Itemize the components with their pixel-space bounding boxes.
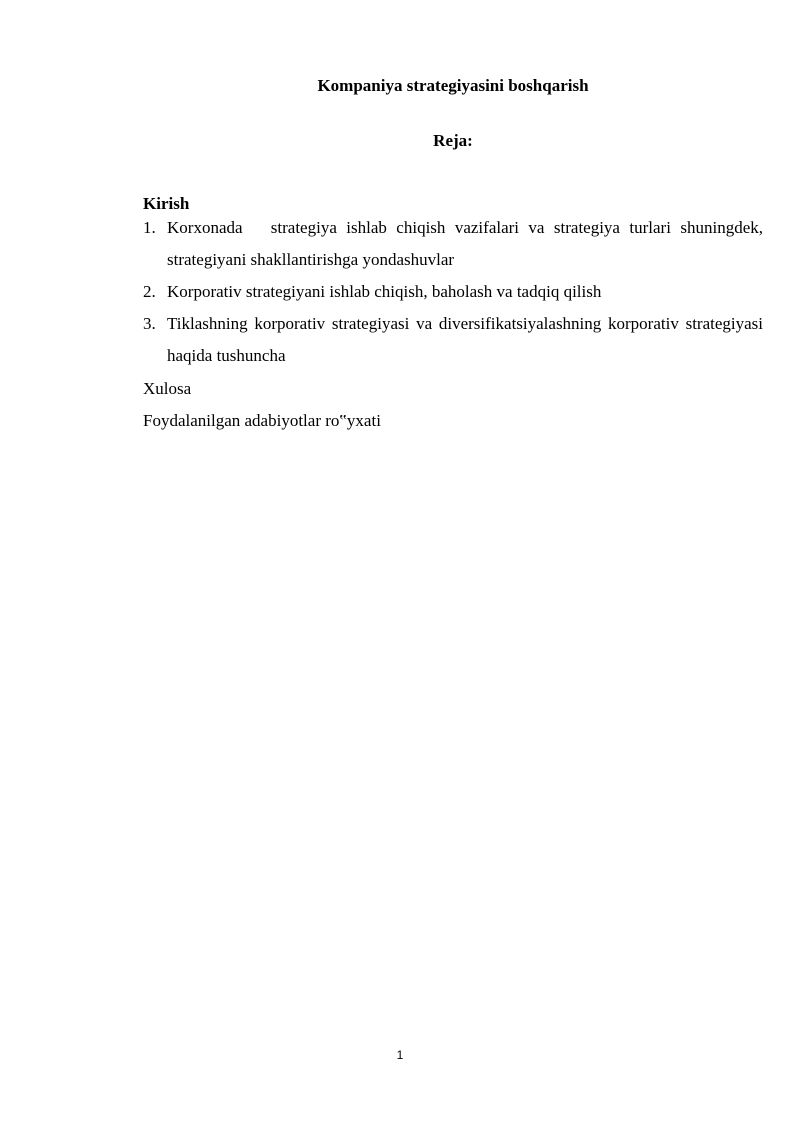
plan-item-3 bbox=[143, 308, 763, 372]
plan-item-number: 3. bbox=[143, 314, 156, 333]
plan-item-number: 2. bbox=[143, 282, 156, 301]
plan-heading: Reja: bbox=[433, 131, 473, 150]
conclusion-heading: Xulosa bbox=[143, 379, 192, 398]
closing-sections bbox=[143, 373, 381, 437]
plan-list bbox=[143, 212, 768, 372]
plan-item-text: Korxonada strategiya ishlab chiqish vazifalari va strategiya turlari shuningdek, strategiyani shakllantirishga yondashuvlar bbox=[167, 218, 768, 269]
references-heading: Foydalanilgan adabiyotlar ro‟yxati bbox=[143, 411, 381, 430]
plan-item-2 bbox=[143, 276, 763, 308]
intro-heading: Kirish bbox=[143, 194, 190, 213]
plan-item-number: 1. bbox=[143, 218, 156, 237]
page-number: 1 bbox=[396, 1048, 404, 1062]
document-title: Kompaniya strategiyasini boshqarish bbox=[317, 76, 589, 95]
plan-item-text: Tiklashning korporativ strategiyasi va diversifikatsiyalashning korporativ strategiyasi haqida tushuncha bbox=[167, 314, 763, 365]
plan-item-text: Korporativ strategiyani ishlab chiqish, baholash va tadqiq qilish bbox=[167, 282, 602, 301]
plan-item-1 bbox=[143, 212, 768, 276]
